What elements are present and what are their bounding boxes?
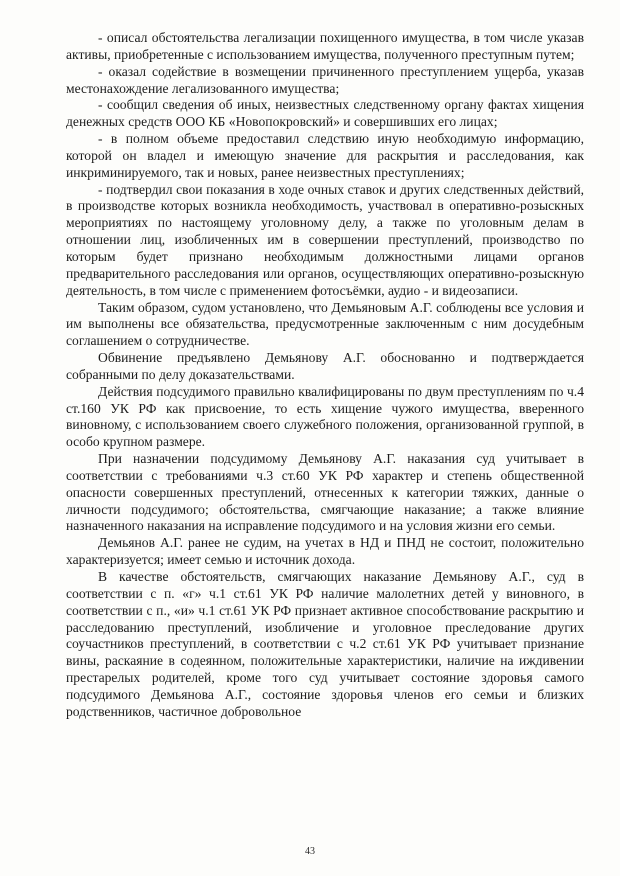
paragraph-9: При назначении подсудимому Демьянову А.Г. наказания суд учитывает в соответствии с требованиями ч.3 ст.60 УК РФ характер и степень общественной опасности совершенных преступлений, отнесенных к категории тяжких, данные о личности подсудимого; обстоятельства, смягчающие наказание; а также влияние назначенного наказания на исправление подсудимого и на условия жизни его семьи. [66, 451, 584, 534]
paragraph-8: Действия подсудимого правильно квалифицированы по двум преступлениям по ч.4 ст.160 УК РФ как присвоение, то есть хищение чужого имущества, вверенного виновному, с использованием своего служебного положения, организованной группой, в особо крупном размере. [66, 383, 584, 450]
paragraph-3: - сообщил сведения об иных, неизвестных следственному органу фактах хищения денежных средств ООО КБ «Новопокровский» и совершивших его лицах; [66, 97, 584, 130]
paragraph-7: Обвинение предъявлено Демьянову А.Г. обоснованно и подтверждается собранными по делу доказательствами. [66, 350, 584, 382]
paragraph-1: - описал обстоятельства легализации похищенного имущества, в том числе указав активы, приобретенные с использованием имущества, полученного преступным путем; [66, 30, 584, 62]
paragraph-10: Демьянов А.Г. ранее не судим, на учетах в НД и ПНД не состоит, положительно характеризуется; имеет семью и источник дохода. [66, 535, 584, 568]
paragraph-2: - оказал содействие в возмещении причиненного преступлением ущерба, указав местонахождение легализованного имущества; [66, 63, 584, 96]
paragraph-4: - в полном объеме предоставил следствию иную необходимую информацию, которой он владел и имеющую значение для раскрытия и расследования, как инкриминируемого, так и новых, ранее неизвестных преступлениях; [66, 131, 584, 180]
paragraph-11: В качестве обстоятельств, смягчающих наказание Демьянову А.Г., суд в соответствии с п. «г» ч.1 ст.61 УК РФ наличие малолетних детей у виновного, в соответствии с п., «и» ч.1 ст.61 УК РФ признает активное способствование раскрытию и расследованию преступлений, изобличение и уголовное преследование других соучастников преступлений, в соответствии с ч.2 ст.61 УК РФ учитывает признание вины, раскаяние в содеянном, положительные характеристики, наличие на иждивении престарелых родителей, кроме того суд учитывает состояние здоровья самого подсудимого Демьянова А.Г., состояние здоровья членов его семьи и близких родственников, частичное добровольное [66, 569, 584, 719]
paragraph-5: - подтвердил свои показания в ходе очных ставок и других следственных действий, в производстве которых возникла необходимость, участвовал в оперативно-розыскных мероприятиях по настоящему уголовному делу, а также по уголовным делам в отношении лиц, изобличенных им в совершении преступлений, производство по которым будет признано необходимым должностными лицами органов предварительного расследования или органов, осуществляющих оперативно-розыскную деятельность, в том числе с применением фотосъёмки, аудио - и видеозаписи. [66, 181, 584, 298]
paragraph-6: Таким образом, судом установлено, что Демьяновым А.Г. соблюдены все условия и им выполнены все обязательства, предусмотренные заключенным с ним досудебным соглашением о сотрудничестве. [66, 299, 584, 349]
page-number: 43 [305, 846, 315, 857]
page-body [66, 30, 584, 721]
